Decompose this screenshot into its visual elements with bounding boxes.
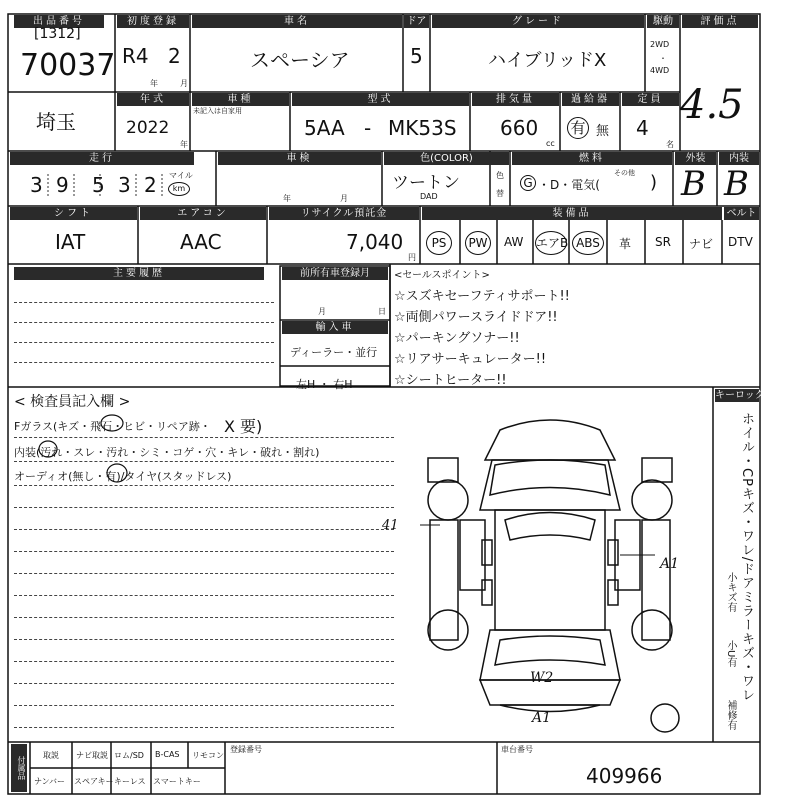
header-fuel: 燃料	[512, 152, 672, 165]
mark-right: A1	[660, 556, 680, 572]
header-main-history: 主要履歴	[14, 267, 264, 280]
header-aircon: エアコン	[140, 207, 266, 220]
header-door: ドア	[404, 15, 429, 28]
mileage-mile: マイル	[169, 171, 193, 180]
header-belt: ベルト	[724, 207, 759, 220]
import-type: ディーラー・並行	[290, 346, 378, 359]
header-displacement: 排気量	[472, 93, 559, 106]
aircon: AAC	[180, 230, 222, 254]
turbo-yes: 有	[567, 117, 589, 139]
equipment-aw: AW	[504, 235, 524, 249]
header-interior: 内装	[719, 152, 759, 165]
first-reg-year-unit: 年	[150, 79, 158, 88]
area: 埼玉	[36, 110, 76, 134]
model-code: MK53S	[388, 116, 457, 140]
side-note-a: 小キズ有	[725, 572, 736, 612]
model-year: 2022	[126, 118, 170, 138]
side-condition-text: ホイル・CPキズ・ワレ/ドアミラーキズ・ワレ	[739, 412, 754, 703]
recycle-value: 7,040	[346, 230, 404, 254]
header-category: 車種	[192, 93, 289, 106]
turbo-no: 無	[596, 124, 610, 139]
inspection-month: 月	[340, 194, 348, 203]
fuel-rest: ・D・電気(	[538, 178, 600, 192]
mileage-d2: 9	[56, 173, 69, 197]
mileage-km: km	[168, 182, 190, 196]
history-day: 日	[378, 307, 386, 316]
header-keylock: キーロック	[715, 390, 765, 401]
drive-dot: ・	[659, 54, 667, 63]
equipment-sr: SR	[655, 235, 671, 249]
side-note-b: 小U有	[725, 640, 736, 668]
color-label-2: 替	[496, 189, 504, 198]
sales-point-5: ☆シートヒーター!!	[394, 373, 507, 388]
fitting-rom-sd: ロム/SD	[114, 751, 144, 760]
fuel-close: )	[650, 172, 658, 193]
first-reg-month-unit: 月	[180, 79, 188, 88]
header-mileage: 走行	[10, 152, 194, 165]
header-first-reg: 初度登録	[117, 15, 189, 28]
interior-grade: B	[724, 164, 749, 204]
history-month: 月	[318, 307, 326, 316]
recycle-unit: 円	[408, 253, 416, 262]
inspector-line1-mark: X 要)	[224, 417, 263, 436]
fitting-bcas: B-CAS	[155, 750, 180, 759]
capacity: 4	[636, 116, 649, 140]
doors: 5	[410, 44, 423, 68]
header-inspection: 車検	[218, 152, 381, 165]
displacement-unit: cc	[546, 139, 555, 148]
mark-bottom: A1	[532, 710, 552, 726]
fitting-smart-key: スマートキー	[153, 777, 201, 786]
fitting-spare-key: スペアキー	[74, 777, 114, 786]
fitting-navi-manual: ナビ取説	[76, 751, 108, 760]
drive-4wd: 4WD	[650, 66, 670, 75]
color-code: DAD	[420, 192, 438, 201]
mark-left: 41	[382, 518, 399, 533]
header-shift: シフト	[10, 207, 137, 220]
header-exterior: 外装	[675, 152, 716, 165]
equipment-ps: PS	[426, 231, 452, 255]
chassis-no-label: 車台番号	[501, 745, 533, 754]
header-color: 色(COLOR)	[384, 152, 509, 165]
first-reg-era: R4	[122, 44, 149, 68]
header-lot: 出品番号	[14, 15, 104, 28]
sales-point-3: ☆パーキングソナー!!	[394, 331, 520, 346]
inspector-line1: Fガラス(キズ・飛石・ヒビ・リペア跡・	[14, 420, 211, 433]
car-name: スペーシア	[250, 48, 350, 72]
fitting-manual: 取説	[43, 751, 59, 760]
equipment-navi: ナビ	[689, 237, 714, 251]
inspection-year: 年	[283, 194, 291, 203]
equipment-pw: PW	[465, 231, 491, 255]
mileage-d1: 3	[30, 173, 43, 197]
header-capacity: 定員	[622, 93, 679, 106]
shift: IAT	[55, 230, 86, 254]
mileage-d5: 2	[144, 173, 157, 197]
equipment-dtv: DTV	[728, 235, 753, 249]
header-grade: グレード	[432, 15, 644, 28]
fitting-keyless: キーレス	[114, 777, 146, 786]
sales-points-title: <セールスポイント>	[394, 270, 490, 281]
inspector-line3: オーディオ(無し・有)/タイヤ(スタッドレス)	[14, 470, 232, 483]
header-drive: 駆動	[647, 15, 679, 28]
score-value: 4.5	[680, 82, 744, 128]
handle: 左H ・ 右H	[296, 378, 353, 391]
header-turbo: 過給器	[562, 93, 619, 106]
model-prefix: 5AA	[304, 116, 345, 140]
capacity-unit: 名	[666, 140, 674, 149]
fitting-plate: ナンバー	[34, 777, 66, 786]
drive-2wd: 2WD	[650, 40, 670, 49]
sales-point-1: ☆スズキセーフティサポート!!	[394, 289, 570, 304]
equipment-airbag: エアB	[535, 231, 567, 255]
header-import: 輸入車	[282, 321, 388, 334]
exterior-grade: B	[681, 164, 706, 204]
mark-rear-bumper: W2	[530, 670, 554, 686]
header-equipment: 装備品	[422, 207, 722, 220]
inspector-line2: 内装(汚れ・スレ・汚れ・シミ・コゲ・穴・キレ・破れ・割れ)	[14, 446, 320, 459]
equipment-abs: ABS	[572, 231, 604, 255]
displacement: 660	[500, 116, 539, 140]
category-note: 未記入は自家用	[193, 107, 242, 115]
color-label-1: 色	[496, 171, 504, 180]
header-model: 型式	[292, 93, 469, 106]
lot-number: 70037	[20, 48, 116, 83]
grade: ハイブリッドX	[488, 50, 607, 71]
side-note-c: 補修有	[725, 700, 736, 730]
header-recycle: リサイクル預託金	[269, 207, 419, 220]
reg-no-label: 登録番号	[230, 745, 262, 754]
fuel-g: G	[520, 175, 536, 191]
model-year-unit: 年	[180, 140, 188, 149]
header-model-year: 年式	[117, 93, 189, 106]
header-history-box: 前所有車登録月	[282, 267, 388, 280]
header-car-name: 車名	[192, 15, 402, 28]
mileage-d3: 5	[92, 173, 105, 197]
fittings-side-label: 付属品	[11, 744, 27, 792]
equipment-leather: 革	[619, 237, 632, 251]
fitting-remote: リモコン	[192, 751, 224, 760]
header-score: 評価点	[682, 15, 758, 28]
sales-point-4: ☆リアサーキュレーター!!	[394, 352, 547, 367]
model-dash: -	[364, 116, 372, 140]
fuel-other: その他	[614, 169, 635, 177]
first-reg-month: 2	[168, 44, 181, 68]
chassis-number: 409966	[586, 764, 663, 788]
lot-code: [1312]	[34, 26, 81, 42]
sales-point-2: ☆両側パワースライドドア!!	[394, 310, 558, 325]
inspector-title: < 検査員記入欄 >	[14, 394, 131, 410]
mileage-d4: 3	[118, 173, 131, 197]
color-name: ツートン	[392, 173, 460, 193]
